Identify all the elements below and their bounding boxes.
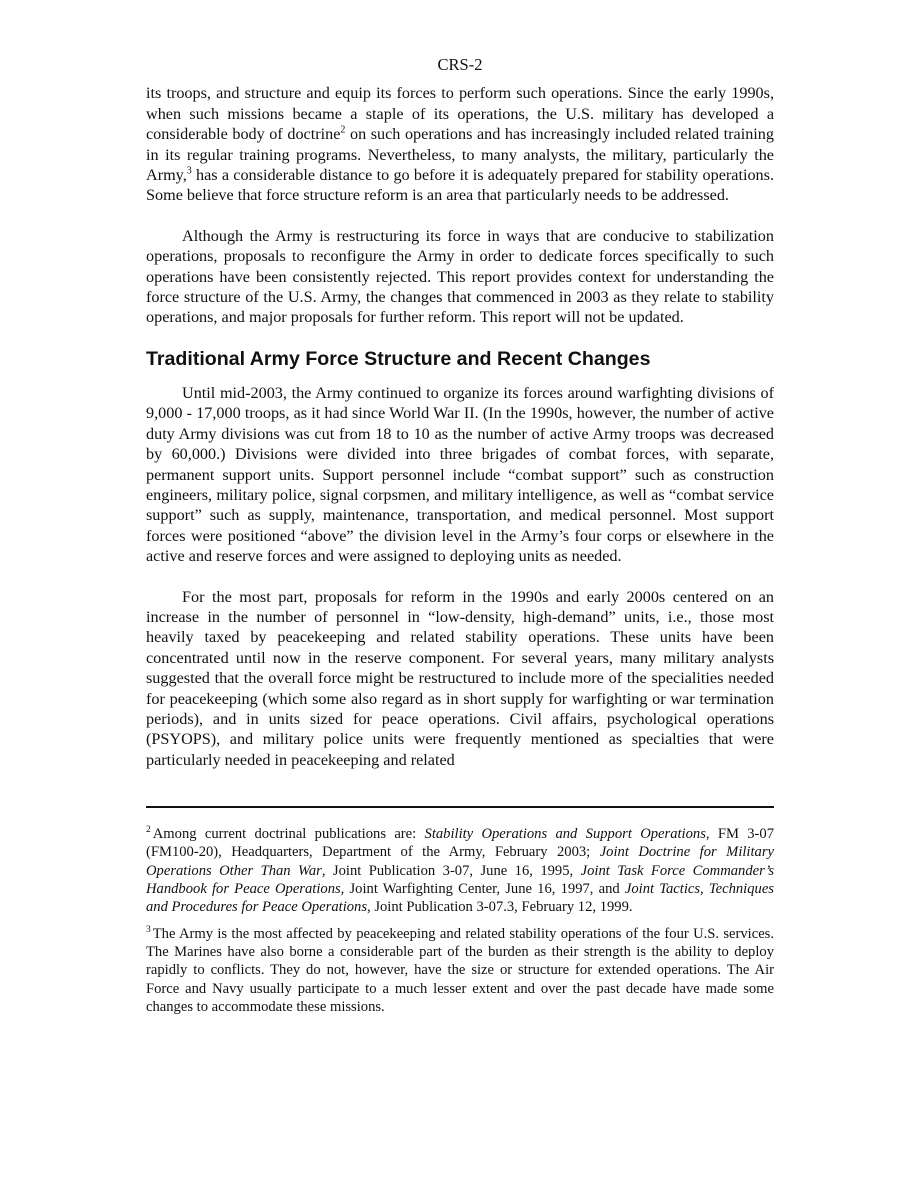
footnote-2-text-g: , Joint Warfighting Center, June 16, 1997, and [340, 881, 625, 898]
footnote-3-text: The Army is the most affected by peacekeeping and related stability operations of the four U.S. services. The Marines have also borne a considerable part of the burden as their strength is the ability to deploy rapidly to conflicts. They do not, however, have the size or structure for extended operations. The Air Force and Navy usually participate to a much lesser extent and over the past decade have made some changes to accommodate these missions. [146, 925, 774, 1015]
page-header-label: CRS-2 [437, 55, 483, 74]
paragraph-1-text-c: has a considerable distance to go before it is adequately prepared for stability operations. Some believe that force structure reform is an area that particularly needs to be addressed. [146, 166, 774, 205]
paragraph-3: Until mid-2003, the Army continued to organize its forces around warfighting divisions of 9,000 - 17,000 troops, as it had since World War II. (In the 1990s, however, the number of active duty Army divisions was cut from 18 to 10 as the number of active Army troops was decreased by 60,000.) Divisions were divided into three brigades of combat forces, with separate, permanent support units. Support personnel include “combat support” such as construction engineers, military police, signal corpsmen, and military intelligence, as well as “combat service support” such as supply, maintenance, transportation, and medical personnel. Most support forces were positioned “above” the division level in the Army’s four corps or elsewhere in the active and reserve forces and were assigned to deploying units as needed. [146, 383, 774, 566]
footnote-3-number: 3 [146, 924, 151, 935]
footnote-ref-2: 2 [340, 124, 346, 136]
paragraph-1 [146, 83, 774, 205]
footnote-2-text-i: , Joint Publication 3-07.3, February 12, 1999. [367, 899, 633, 916]
footnote-2-number: 2 [146, 825, 151, 836]
footnote-divider [146, 806, 774, 808]
footnote-2-text-c: , FM 3-07 (FM100-20), Headquarters, Department of the Army, February 2003; [146, 826, 774, 861]
footnote-2-text-e: , Joint Publication 3-07, June 16, 1995, [321, 862, 581, 879]
footnote-ref-3: 3 [186, 165, 192, 177]
footnote-2-title-2: Joint Doctrine for Military Operations Other Than War [146, 844, 774, 879]
footnote-2 [146, 825, 774, 916]
section-heading: Traditional Army Force Structure and Recent Changes [146, 347, 651, 370]
paragraph-1-text-a: its troops, and structure and equip its forces to perform such operations. Since the early 1990s, when such missions became a staple of its operations, the U.S. military has developed a considerable body of doctrine [146, 84, 774, 144]
paragraph-2: Although the Army is restructuring its force in ways that are conducive to stabilization operations, proposals to reconfigure the Army in order to dedicate forces specifically to such operations have been consistently rejected. This report provides context for understanding the force structure of the U.S. Army, the changes that commenced in 2003 as they relate to stability operations, and major proposals for further reform. This report will not be updated. [146, 226, 774, 327]
footnote-3 [146, 925, 774, 1016]
footnote-2-title-4: Joint Tactics, Techniques and Procedures for Peace Operations [146, 881, 774, 916]
footnote-2-title-3: Joint Task Force Commander’s Handbook for Peace Operations [146, 862, 775, 898]
document-page [146, 55, 774, 1024]
footnote-2-text-a: Among current doctrinal publications are: [152, 826, 425, 843]
paragraph-4: For the most part, proposals for reform in the 1990s and early 2000s centered on an increase in the number of personnel in “low-density, high-demand” units, i.e., those most heavily taxed by peacekeeping and related stability operations. These units have been concentrated until now in the reserve component. For several years, many military analysts suggested that the overall force might be restructured to include more of the specialities needed for peacekeeping (which some also regard as in short supply for warfighting or war termination periods), and in units sized for peace operations. Civil affairs, psychological operations (PSYOPS), and military police units were frequently mentioned as specialties that were particularly needed in peacekeeping and related [146, 587, 774, 769]
paragraph-1-text-b: on such operations and has increasingly included related training in its regular training programs. Nevertheless, to many analysts, the military, particularly the Army, [146, 125, 774, 185]
footnote-2-title-1: Stability Operations and Support Operations [424, 826, 706, 843]
